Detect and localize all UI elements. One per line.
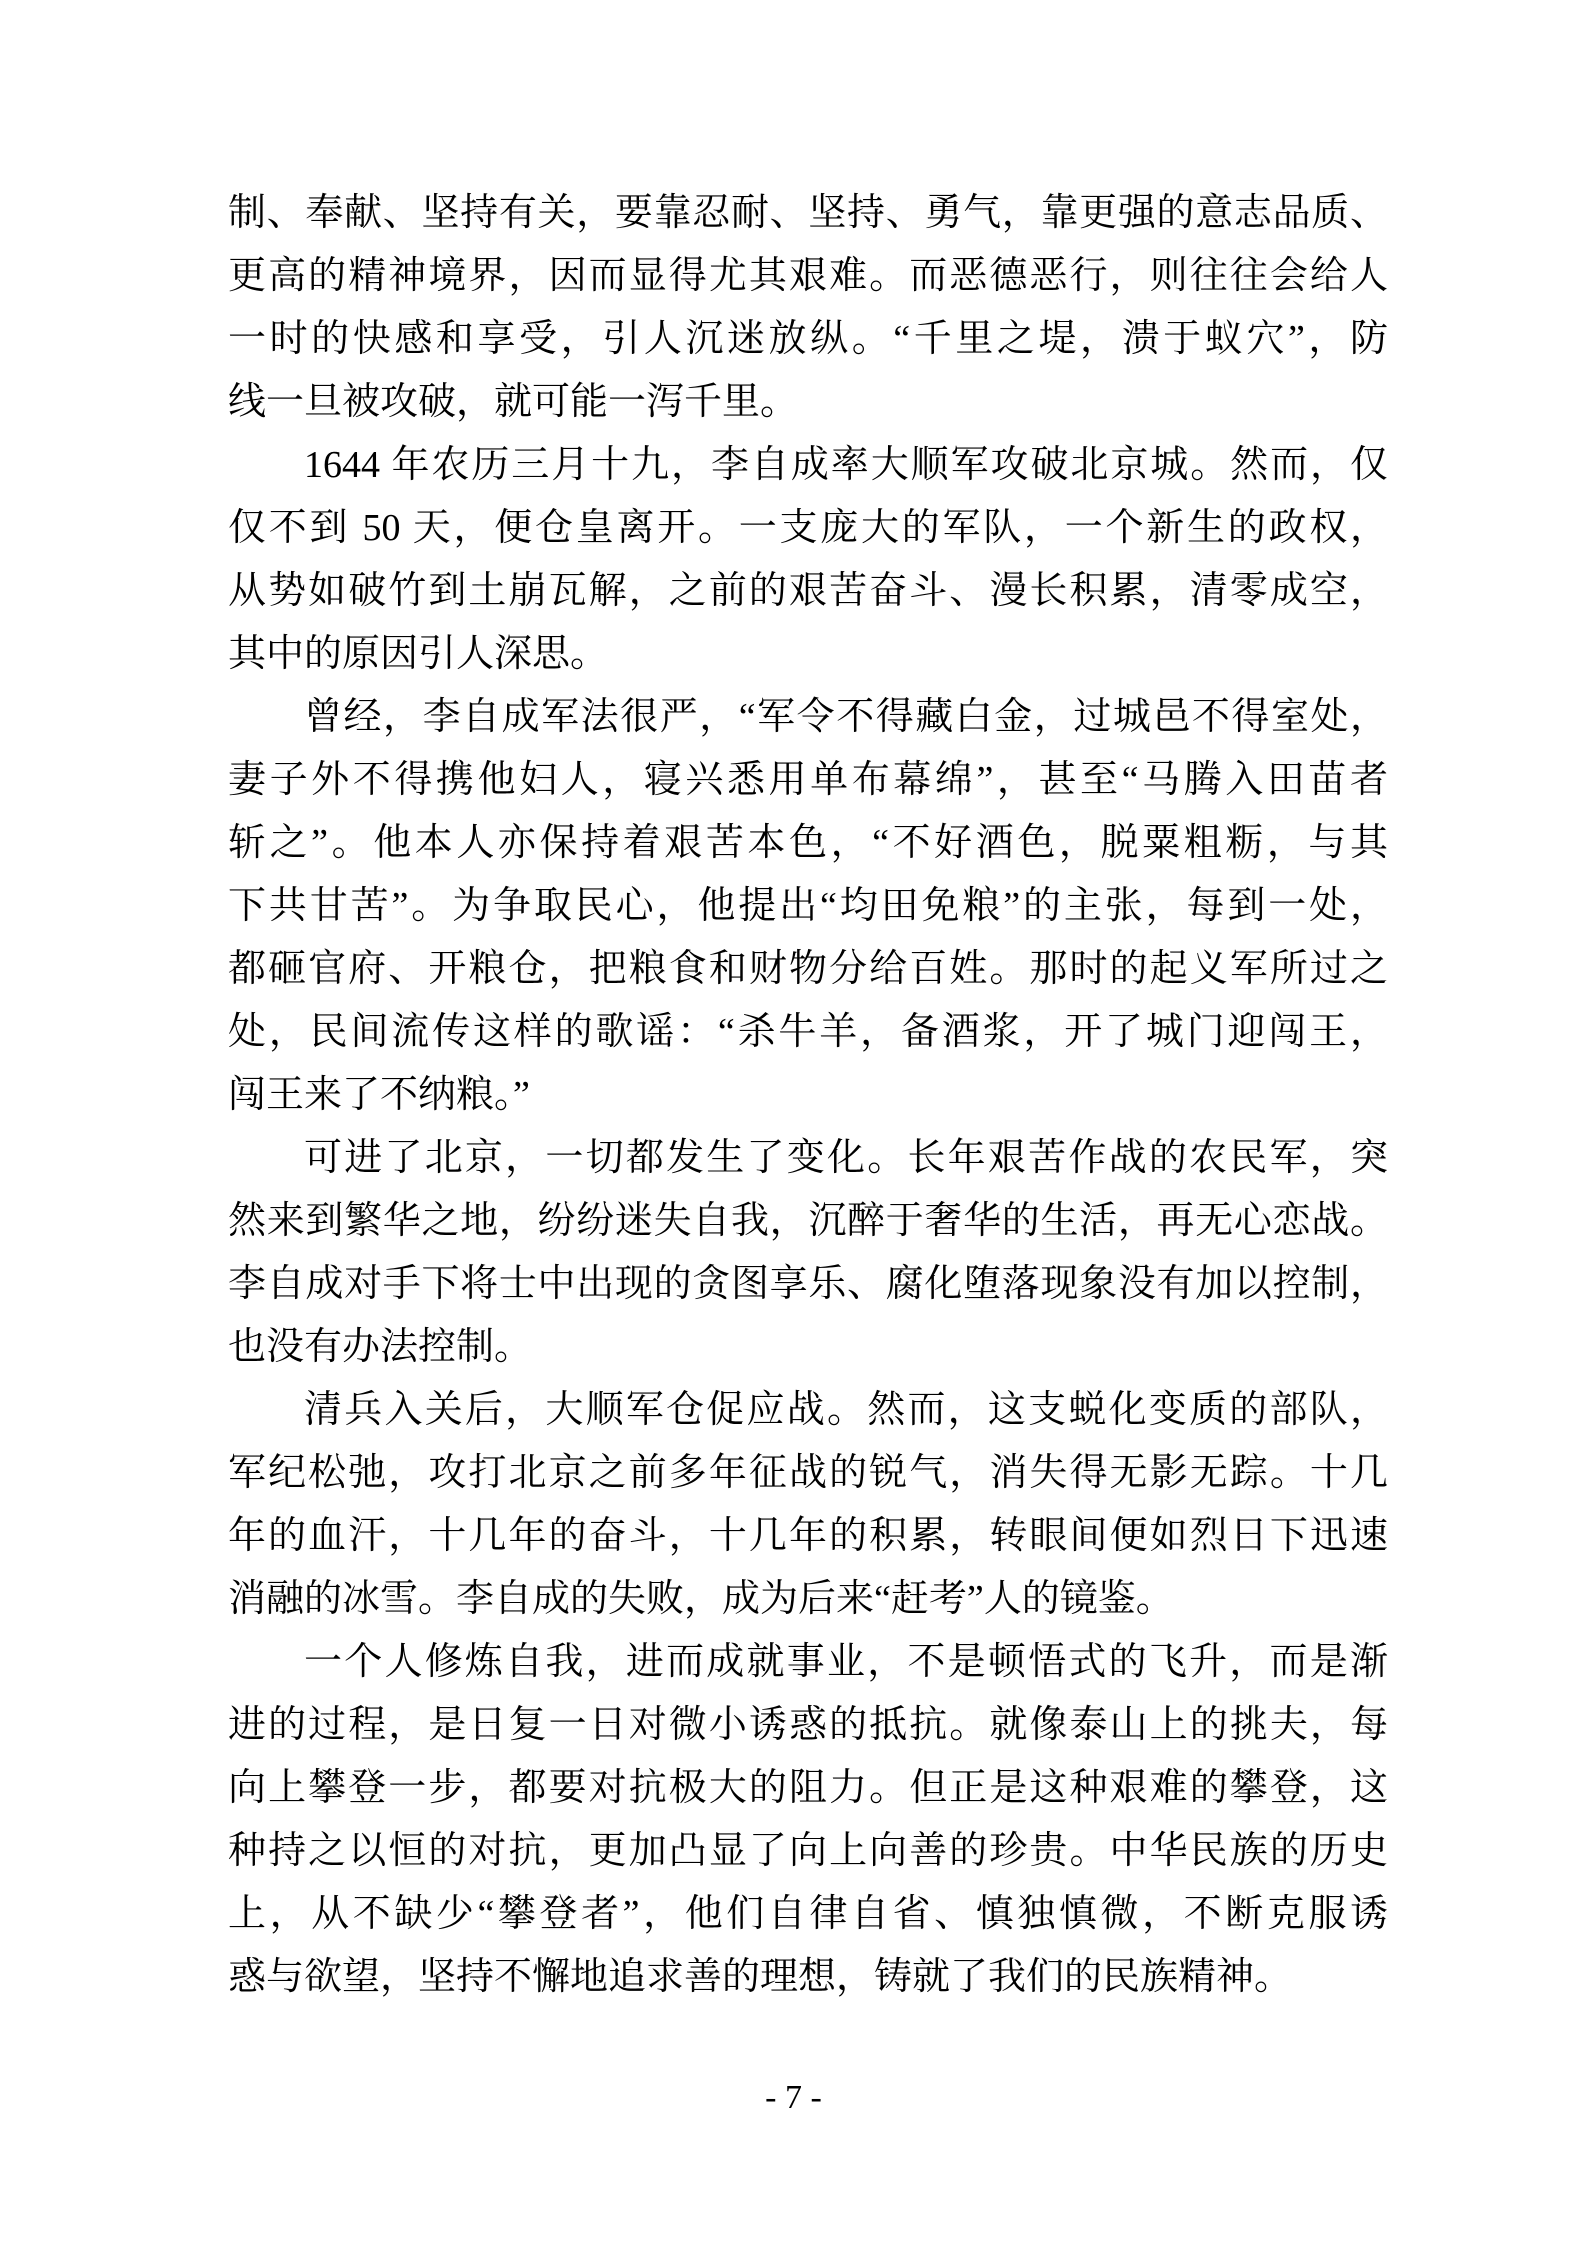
text-line: 闯王来了不纳粮。” [228,1074,530,1116]
text-line: 下共甘苦”。为争取民心，他提出“均田免粮”的主张，每到一处， [228,885,1388,927]
page-number: - 7 - [765,2079,822,2116]
text-line: 制、奉献、坚持有关，要靠忍耐、坚持、勇气，靠更强的意志品质、 [228,192,1388,234]
document-body-text [228,182,1388,2009]
text-line: 曾经，李自成军法很严，“军令不得藏白金，过城邑不得室处， [304,696,1388,738]
text-line: 妻子外不得携他妇人，寝兴悉用单布幕绵”，甚至“马腾入田苗者 [228,759,1388,801]
text-line: 种持之以恒的对抗，更加凸显了向上向善的珍贵。中华民族的历史 [228,1830,1388,1872]
text-line: 年的血汗，十几年的奋斗，十几年的积累，转眼间便如烈日下迅速 [228,1515,1388,1557]
text-line: 一时的快感和享受，引人沉迷放纵。“千里之堤，溃于蚁穴”，防 [228,318,1388,360]
text-line: 惑与欲望，坚持不懈地追求善的理想，铸就了我们的民族精神。 [228,1956,1293,1998]
text-line: 清兵入关后，大顺军仓促应战。然而，这支蜕化变质的部队， [304,1389,1388,1431]
text-line: 都砸官府、开粮仓，把粮食和财物分给百姓。那时的起义军所过之 [228,948,1388,990]
text-line: 李自成对手下将士中出现的贪图享乐、腐化堕落现象没有加以控制， [228,1263,1388,1305]
text-line: 线一旦被攻破，就可能一泻千里。 [228,381,799,423]
paragraph [228,1379,1388,1631]
paragraph [228,182,1388,434]
paragraph [228,1631,1388,2009]
text-line: 军纪松弛，攻打北京之前多年征战的锐气，消失得无影无踪。十几 [228,1452,1388,1494]
paragraph [228,686,1388,1127]
text-line: 从势如破竹到土崩瓦解，之前的艰苦奋斗、漫长积累，清零成空， [228,570,1388,612]
text-line: 可进了北京，一切都发生了变化。长年艰苦作战的农民军，突 [304,1137,1388,1179]
text-line: 1644 年农历三月十九，李自成率大顺军攻破北京城。然而，仅 [304,444,1388,486]
paragraph [228,434,1388,686]
text-line: 进的过程，是日复一日对微小诱惑的抵抗。就像泰山上的挑夫，每 [228,1704,1388,1746]
text-line: 也没有办法控制。 [228,1326,533,1368]
text-line: 更高的精神境界，因而显得尤其艰难。而恶德恶行，则往往会给人 [228,255,1388,297]
text-line: 其中的原因引人深思。 [228,633,609,675]
paragraph [228,1127,1388,1379]
text-line: 仅不到 50 天，便仓皇离开。一支庞大的军队，一个新生的政权， [228,507,1388,549]
text-line: 然来到繁华之地，纷纷迷失自我，沉醉于奢华的生活，再无心恋战。 [228,1200,1388,1242]
text-line: 消融的冰雪。李自成的失败，成为后来“赶考”人的镜鉴。 [228,1578,1174,1620]
text-line: 斩之”。他本人亦保持着艰苦本色，“不好酒色，脱粟粗粝，与其 [228,822,1388,864]
text-line: 一个人修炼自我，进而成就事业，不是顿悟式的飞升，而是渐 [304,1641,1388,1683]
text-line: 处，民间流传这样的歌谣：“杀牛羊，备酒浆，开了城门迎闯王， [228,1011,1388,1053]
text-line: 向上攀登一步，都要对抗极大的阻力。但正是这种艰难的攀登，这 [228,1767,1388,1809]
text-line: 上，从不缺少“攀登者”，他们自律自省、慎独慎微，不断克服诱 [228,1893,1388,1935]
